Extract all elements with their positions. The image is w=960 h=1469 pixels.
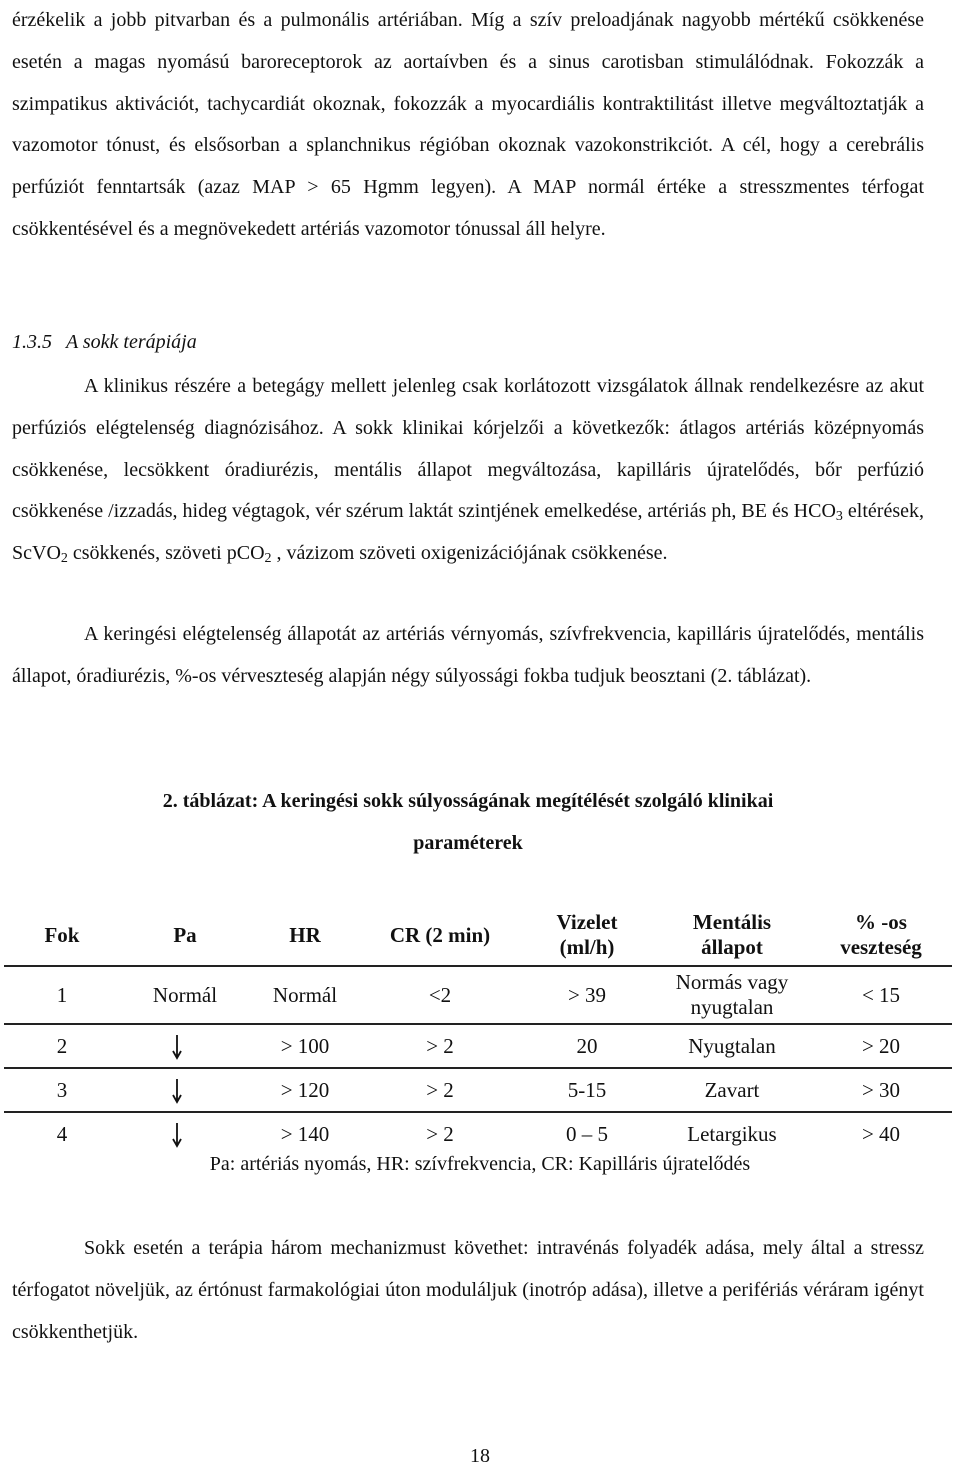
cell-cr: > 2 <box>426 1121 454 1146</box>
cell-fok: 2 <box>4 1024 120 1068</box>
cell-line: Normás vagy <box>675 970 789 994</box>
header-line: állapot <box>701 935 763 959</box>
table-row <box>4 1024 952 1068</box>
cell-cr: > 2 <box>360 1024 520 1068</box>
table-row <box>4 966 952 1024</box>
down-arrow-icon <box>171 1078 199 1104</box>
paragraph-classification <box>12 614 924 698</box>
header-line: % -os <box>855 910 907 934</box>
cell-veszteseg: > 20 <box>810 1024 952 1068</box>
cell-hr: > 120 <box>250 1068 360 1112</box>
subscript: 2 <box>60 551 68 567</box>
paragraph-therapy <box>12 1228 924 1353</box>
page-number: 18 <box>470 1445 490 1467</box>
table-footnote: Pa: artériás nyomás, HR: szívfrekvencia, CR: Kapilláris újratelődés <box>209 1153 751 1175</box>
cell-pa: Normál <box>120 966 250 1024</box>
paragraph-text: csökkenés, szöveti pCO <box>67 542 265 565</box>
cell-veszteseg: < 15 <box>810 966 952 1024</box>
table-header-row <box>4 905 952 966</box>
cell-cr: <2 <box>360 966 520 1024</box>
subscript: 3 <box>835 509 843 525</box>
header-line: Vizelet <box>556 910 618 934</box>
paragraph-baroreceptors <box>12 0 924 251</box>
header-hr: HR <box>250 905 360 966</box>
header-line: (ml/h) <box>559 935 615 959</box>
cell-fok: 1 <box>4 966 120 1024</box>
cell-mentalis: Zavart <box>654 1068 810 1112</box>
header-veszteseg <box>810 905 952 966</box>
cell-veszteseg: > 40 <box>861 1121 901 1146</box>
cell-fok: 3 <box>4 1068 120 1112</box>
cell-line: nyugtalan <box>690 995 774 1019</box>
header-vizelet <box>520 905 654 966</box>
down-arrow-icon <box>171 1122 199 1148</box>
cell-vizelet: 20 <box>520 1024 654 1068</box>
section-title: A sokk terápiája <box>66 331 197 353</box>
cell-fok: 4 <box>56 1121 68 1146</box>
paragraph-text: A keringési elégtelenség állapotát az artériás vérnyomás, szívfrekvencia, kapilláris újratelődés, mentális állapot, óradiurézis, %-os vérveszteség alapján négy súlyossági fokba tudjuk beosztani (2. táblázat). <box>12 623 924 687</box>
cell-vizelet: 0 – 5 <box>566 1121 608 1146</box>
subscript: 2 <box>264 551 272 567</box>
header-line: Mentális <box>692 910 772 934</box>
shock-severity-table-wrapper <box>4 905 952 1155</box>
paragraph-text: érzékelik a jobb pitvarban és a pulmonális artériában. Míg a szív preloadjának nagyobb mértékű csökkenése esetén a magas nyomású baroreceptorok az aortaívben és a sinus carotisban stimulálódnak. Fokozzák a szimpatikus aktivációt, tachycardiát okoznak, fokozzák a myocardiális kontraktilitást illetve megváltoztatják a vazomotor tónust, és elsősorban a splanchnikus régióban okoznak vazokonstrikciót. A cél, hogy a cerebrális perfúziót fenntartsák (azaz MAP > 65 Hgmm legyen). A MAP normál értéke a stresszmentes térfogat csökkentésével és a megnövekedett artériás vazomotor tónussal áll helyre. <box>12 9 924 240</box>
paragraph-text: A klinikus részére a betegágy mellett jelenleg csak korlátozott vizsgálatok állnak rendelkezésre az akut perfúziós elégtelenség diagnózisához. A sokk klinikai kórjelzői a következők: átlagos artériás középnyomás csökkenése, lecsökkent óradiurézis, mentális állapot megváltozása, kapilláris újratelődés, bőr perfúzió csökkenése /izzadás, hideg végtagok, vér szérum laktát szintjének emelkedése, artériás ph, BE és HCO <box>12 375 924 523</box>
section-heading <box>12 324 197 360</box>
table-row <box>4 1068 952 1112</box>
header-pa: Pa <box>120 905 250 966</box>
header-line: veszteség <box>840 935 922 959</box>
section-number: 1.3.5 <box>12 331 52 353</box>
down-arrow-icon <box>171 1034 199 1060</box>
cell-mentalis: Letargikus <box>687 1121 777 1146</box>
cell-veszteseg: > 30 <box>810 1068 952 1112</box>
table-caption <box>12 780 924 864</box>
header-mentalis <box>654 905 810 966</box>
header-cr: CR (2 min) <box>360 905 520 966</box>
cell-mentalis <box>654 966 810 1024</box>
shock-severity-table <box>4 905 952 1155</box>
cell-mentalis: Nyugtalan <box>654 1024 810 1068</box>
cell-hr: Normál <box>250 966 360 1024</box>
cell-vizelet: > 39 <box>520 966 654 1024</box>
table-caption-line: paraméterek <box>413 832 523 854</box>
cell-pa <box>120 1068 250 1112</box>
paragraph-text: eltérések, ScVO <box>12 500 924 565</box>
cell-pa <box>120 1024 250 1068</box>
cell-vizelet: 5-15 <box>520 1068 654 1112</box>
cell-hr: > 140 <box>280 1121 330 1146</box>
cell-hr: > 100 <box>250 1024 360 1068</box>
header-fok: Fok <box>4 905 120 966</box>
paragraph-shock-signs <box>12 366 924 575</box>
paragraph-text: , vázizom szöveti oxigenizációjának csökkenése. <box>271 542 668 565</box>
paragraph-text: Sokk esetén a terápia három mechanizmust követhet: intravénás folyadék adása, mely által a stressz térfogatot növeljük, az értónust farmakológiai úton moduláljuk (inotróp adása), illetve a perifériás véráram igényt csökkenthetjük. <box>12 1237 924 1343</box>
cell-cr: > 2 <box>360 1068 520 1112</box>
table-caption-line: 2. táblázat: A keringési sokk súlyosságának megítélését szolgáló klinikai <box>162 790 774 812</box>
